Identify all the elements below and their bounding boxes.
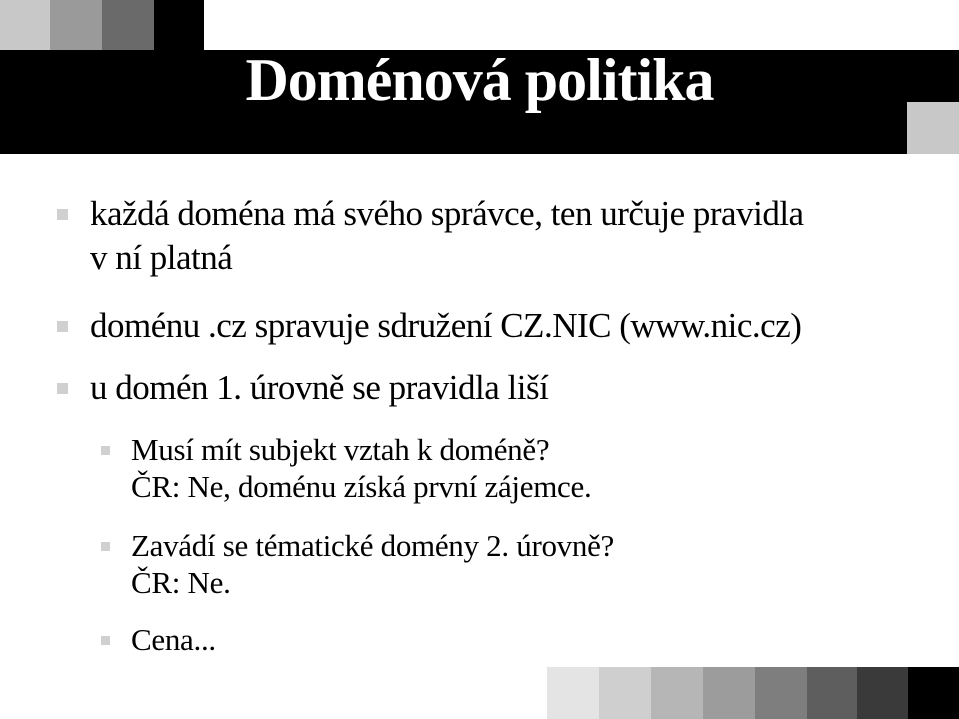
bullet-text-line: Cena... [131,622,216,657]
sub-bullet-item [131,527,614,601]
square-bullet-icon [57,321,68,332]
slide-title: Doménová politika [245,47,714,113]
square-bullet-icon [101,446,110,455]
sub-bullet-item [131,431,591,505]
square-bullet-icon [101,542,110,551]
bullet-item [90,366,548,410]
square-bullet-icon [57,383,68,394]
square-bullet-icon [101,636,110,645]
bullet-text-line: Musí mít subjekt vztah k doméně? [131,432,550,467]
bullet-item [90,192,804,280]
bullet-text-line: Zavádí se tématické domény 2. úrovně? [131,528,614,563]
bullet-text-line: každá doména má svého správce, ten určuje pravidla [90,194,804,233]
sub-bullet-item [131,621,216,658]
bullet-item [90,304,801,348]
bullet-text-line: ČR: Ne. [131,565,231,600]
bullet-text-line: doménu .cz spravuje sdružení CZ.NIC (www.nic.cz) [90,306,802,345]
square-bullet-icon [57,209,68,220]
bullet-text-line: ČR: Ne, doménu získá první zájemce. [131,469,592,504]
bullet-text-line: v ní platná [90,238,233,277]
bullet-text-line: u domén 1. úrovně se pravidla liší [90,368,549,407]
